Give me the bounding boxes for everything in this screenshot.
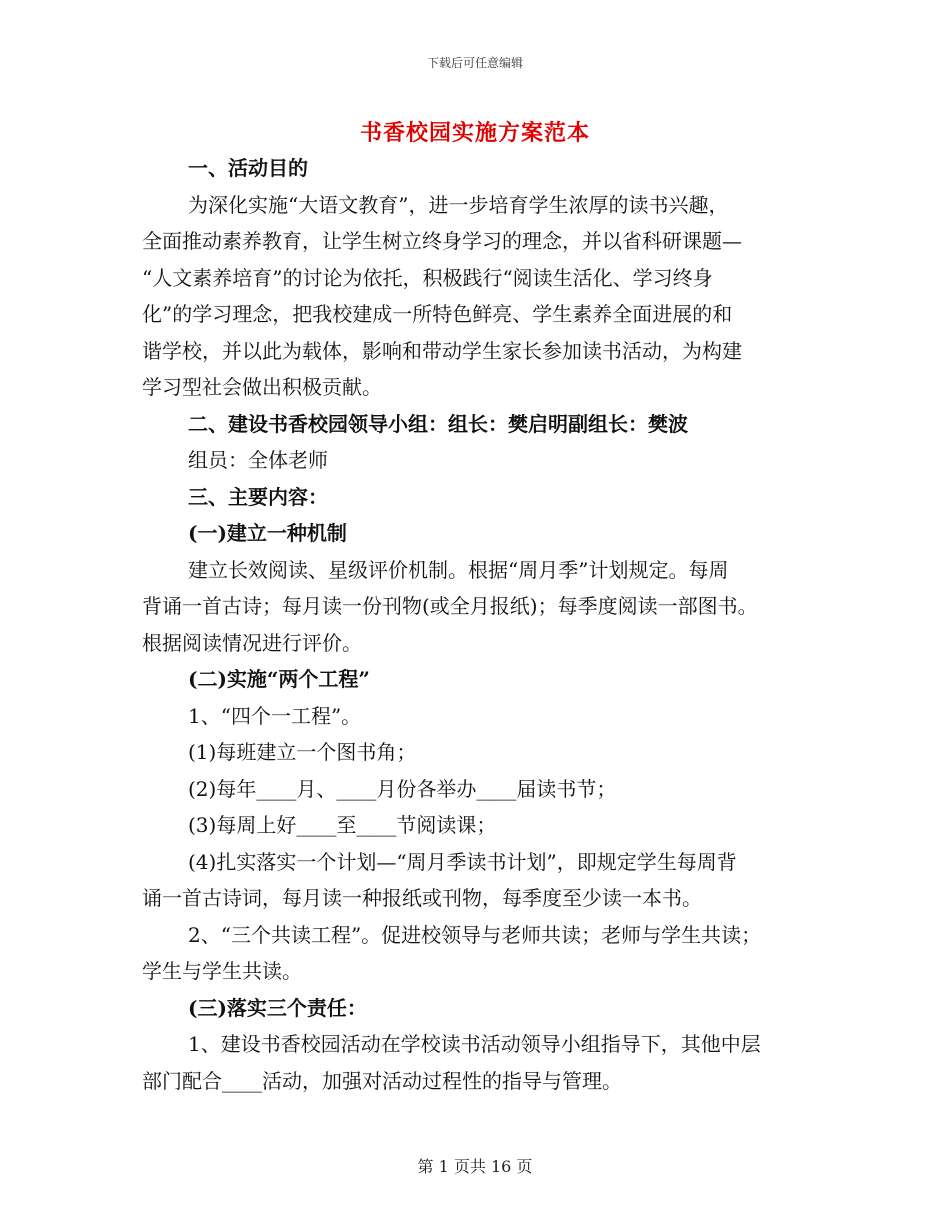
body-line: 1、“四个一工程”。	[188, 703, 362, 728]
body-line: 谐学校，并以此为载体，影响和带动学生家长参加读书活动，为构建	[142, 338, 742, 363]
document-title: 书香校园实施方案范本	[359, 120, 590, 146]
section-heading: 二、建设书香校园领导小组：组长：樊启明副组长：樊波	[188, 411, 688, 436]
body-line: (4)扎实落实一个计划—“周月季读书计划”，即规定学生每周背	[188, 849, 737, 874]
body-line: 诵一首古诗词，每月读一种报纸或刊物，每季度至少读一本书。	[142, 886, 702, 910]
section-heading: 三、主要内容：	[188, 484, 328, 509]
section-heading: (一)建立一种机制	[188, 521, 347, 545]
body-line: 建立长效阅读、星级评价机制。根据“周月季”计划规定。每周	[188, 557, 729, 582]
body-line: 2、“三个共读工程”。促进校领导与老师共读；老师与学生共读；	[188, 922, 762, 947]
body-line: 学习型社会做出积极贡献。	[142, 375, 382, 399]
body-line: 1、建设书香校园活动在学校读书活动领导小组指导下，其他中层	[188, 1032, 761, 1056]
section-heading: (三)落实三个责任：	[188, 995, 367, 1020]
body-line: 全面推动素养教育，让学生树立终身学习的理念，并以省科研课题—	[142, 229, 742, 253]
body-line: 部门配合____活动，加强对活动过程性的指导与管理。	[142, 1068, 622, 1093]
body-line: 根据阅读情况进行评价。	[142, 630, 362, 655]
document-body	[142, 150, 814, 1099]
body-line: “人文素养培育”的讨论为依托，积极践行“阅读生活化、学习终身	[142, 265, 713, 290]
body-line: (3)每周上好____至____节阅读课；	[188, 813, 497, 837]
body-line: 为深化实施“大语文教育”，进一步培育学生浓厚的读书兴趣，	[188, 192, 729, 217]
section-heading: (二)实施“两个工程”	[188, 667, 370, 691]
body-line: (1)每班建立一个图书角；	[188, 740, 417, 764]
body-line: 背诵一首古诗；每月读一份刊物(或全月报纸)；每季度阅读一部图书。	[142, 594, 758, 618]
body-line: 组员：全体老师	[188, 448, 328, 472]
body-line: 学生与学生共读。	[142, 959, 302, 983]
section-heading: 一、活动目的	[188, 156, 308, 180]
body-line: (2)每年____月、____月份各举办____届读书节；	[188, 776, 617, 801]
page-footer: 第 1 页共 16 页	[417, 1157, 533, 1176]
body-line: 化”的学习理念，把我校建成一所特色鲜亮、学生素养全面进展的和	[142, 302, 733, 326]
page-header: 下载后可任意编辑	[426, 56, 523, 70]
